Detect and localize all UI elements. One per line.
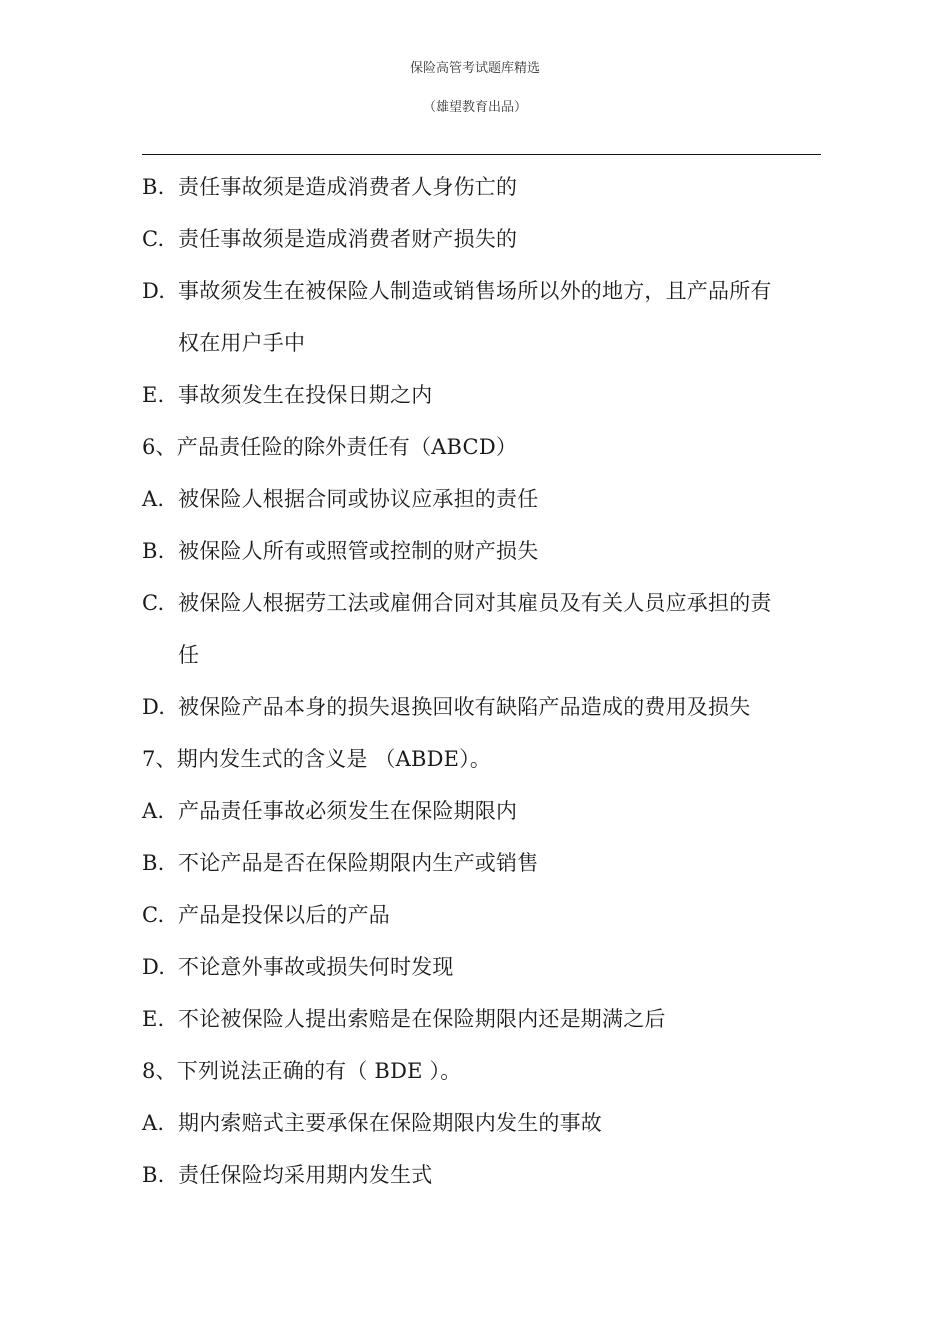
option-line (142, 532, 821, 584)
option-line (142, 1156, 821, 1208)
option-line (142, 220, 821, 272)
option-label: D. (142, 955, 166, 979)
option-text: 产品责任事故必须发生在保险期限内 (178, 799, 518, 823)
option-text: 事故须发生在投保日期之内 (178, 383, 433, 407)
option-label: B. (142, 539, 165, 563)
option-line (142, 480, 821, 532)
question-line (142, 428, 821, 480)
question-line (142, 740, 821, 792)
option-text: 被保险人所有或照管或控制的财产损失 (178, 539, 539, 563)
option-line (142, 688, 821, 740)
option-text: 责任事故须是造成消费者人身伤亡的 (178, 175, 518, 199)
question-text: 6、产品责任险的除外责任有（ABCD） (142, 435, 518, 459)
option-line (142, 168, 821, 220)
option-text: 被保险产品本身的损失退换回收有缺陷产品造成的费用及损失 (178, 695, 751, 719)
option-line (142, 1104, 821, 1156)
option-label: C. (142, 903, 165, 927)
option-line-continuation (142, 324, 821, 376)
option-label: D. (142, 279, 166, 303)
option-label: E. (142, 383, 165, 407)
option-text: 权在用户手中 (178, 331, 306, 355)
option-label: C. (142, 591, 165, 615)
option-text: 产品是投保以后的产品 (178, 903, 390, 927)
option-text: 责任事故须是造成消费者财产损失的 (178, 227, 518, 251)
header-divider (142, 154, 821, 155)
option-text: 事故须发生在被保险人制造或销售场所以外的地方，且产品所有 (178, 279, 772, 303)
option-line (142, 792, 821, 844)
option-label: E. (142, 1007, 165, 1031)
option-label: B. (142, 1163, 165, 1187)
option-line (142, 844, 821, 896)
page-header-title: 保险高管考试题库精选 (409, 61, 540, 76)
option-text: 被保险人根据劳工法或雇佣合同对其雇员及有关人员应承担的责 (178, 591, 772, 615)
question-text: 7、期内发生式的含义是 （ABDE）。 (142, 747, 492, 771)
option-text: 不论意外事故或损失何时发现 (178, 955, 454, 979)
option-text: 不论产品是否在保险期限内生产或销售 (178, 851, 539, 875)
question-line (142, 1052, 821, 1104)
option-label: B. (142, 851, 165, 875)
page-header-subtitle: （雄望教育出品） (422, 100, 527, 115)
option-line (142, 948, 821, 1000)
question-text: 8、下列说法正确的有（ BDE ）。 (142, 1059, 462, 1083)
option-text: 任 (178, 643, 200, 667)
option-label: A. (142, 487, 165, 511)
option-line (142, 376, 821, 428)
option-line (142, 1000, 821, 1052)
option-label: D. (142, 695, 166, 719)
option-label: B. (142, 175, 165, 199)
option-text: 期内索赔式主要承保在保险期限内发生的事故 (178, 1111, 602, 1135)
option-line (142, 896, 821, 948)
option-label: A. (142, 1111, 165, 1135)
option-label: C. (142, 227, 165, 251)
option-text: 不论被保险人提出索赔是在保险期限内还是期满之后 (178, 1007, 666, 1031)
option-text: 被保险人根据合同或协议应承担的责任 (178, 487, 539, 511)
option-line (142, 272, 821, 324)
option-line (142, 584, 821, 636)
option-line-continuation (142, 636, 821, 688)
option-label: A. (142, 799, 165, 823)
option-text: 责任保险均采用期内发生式 (178, 1163, 433, 1187)
document-body (142, 168, 821, 1208)
